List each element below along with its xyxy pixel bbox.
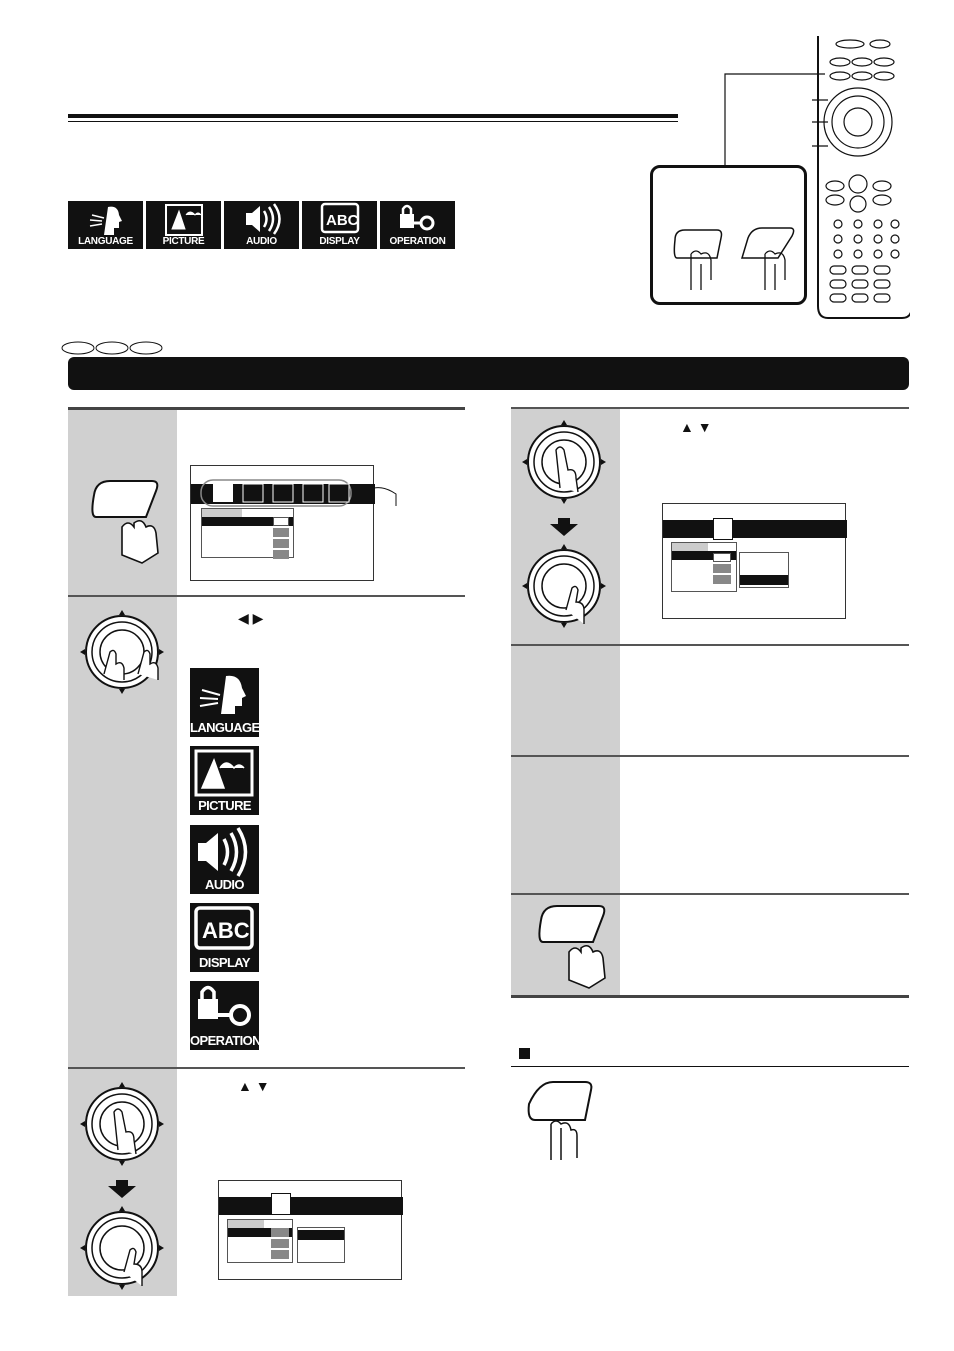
header-rule-thick [68, 114, 678, 118]
onscreen-menu-3 [218, 1180, 402, 1280]
left-rule-3 [68, 1067, 465, 1069]
display-big-icon [190, 903, 259, 972]
picture-big-icon [190, 746, 259, 815]
right-rule-5 [511, 995, 909, 998]
onscreen-menu-1 [190, 465, 374, 581]
setup-button-press-icon-right [535, 900, 615, 990]
language-label: LANGUAGE [78, 236, 133, 247]
disc-type-ovals [60, 338, 170, 358]
right-rule-3 [511, 755, 909, 757]
operation-label: OPERATION [389, 236, 446, 247]
picture-tile [146, 201, 221, 249]
picture-label: PICTURE [162, 236, 205, 247]
language-tile [68, 201, 143, 249]
callout-line [374, 482, 404, 512]
right-rule-2 [511, 644, 909, 646]
audio-big-label: AUDIO [205, 877, 244, 892]
button-callout [650, 165, 807, 305]
operation-tile [380, 201, 455, 249]
audio-label: AUDIO [246, 236, 277, 247]
up-down-arrows-text-left: ▲ ▼ [238, 1078, 270, 1094]
audio-big-icon [190, 825, 259, 894]
header-rule-thin [68, 121, 678, 122]
menu-icons-highlight [199, 478, 369, 510]
left-rule-2 [68, 595, 465, 597]
finger-press-illustration [653, 168, 804, 302]
audio-tile [224, 201, 299, 249]
onscreen-menu-2 [662, 503, 846, 619]
language-big-label: LANGUAGE [190, 720, 260, 735]
up-down-arrows-text-right: ▲ ▼ [680, 419, 712, 435]
operation-big-label: OPERATION [190, 1033, 261, 1048]
right-rule-4 [511, 893, 909, 895]
operation-big-icon [190, 981, 259, 1050]
display-label: DISPLAY [319, 236, 360, 247]
return-button-press-icon [525, 1078, 597, 1166]
language-big-icon [190, 668, 259, 737]
note-rule [511, 1066, 909, 1067]
joystick-up-down-icon-right [520, 418, 610, 633]
section-title-bar [68, 357, 909, 390]
setup-icon-strip [68, 201, 455, 249]
display-big-label: DISPLAY [199, 955, 250, 970]
section-title [68, 357, 909, 369]
svg-text:ABC: ABC [326, 212, 359, 229]
setup-button-press-icon [88, 475, 168, 565]
joystick-left-right-icon [78, 608, 168, 698]
joystick-up-down-icon [78, 1080, 168, 1295]
display-tile [302, 201, 377, 249]
picture-big-label: PICTURE [198, 798, 251, 813]
left-right-arrows-text: ◀ ▶ [238, 610, 264, 626]
svg-text:ABC: ABC [202, 918, 250, 943]
note-square-bullet [519, 1048, 530, 1059]
